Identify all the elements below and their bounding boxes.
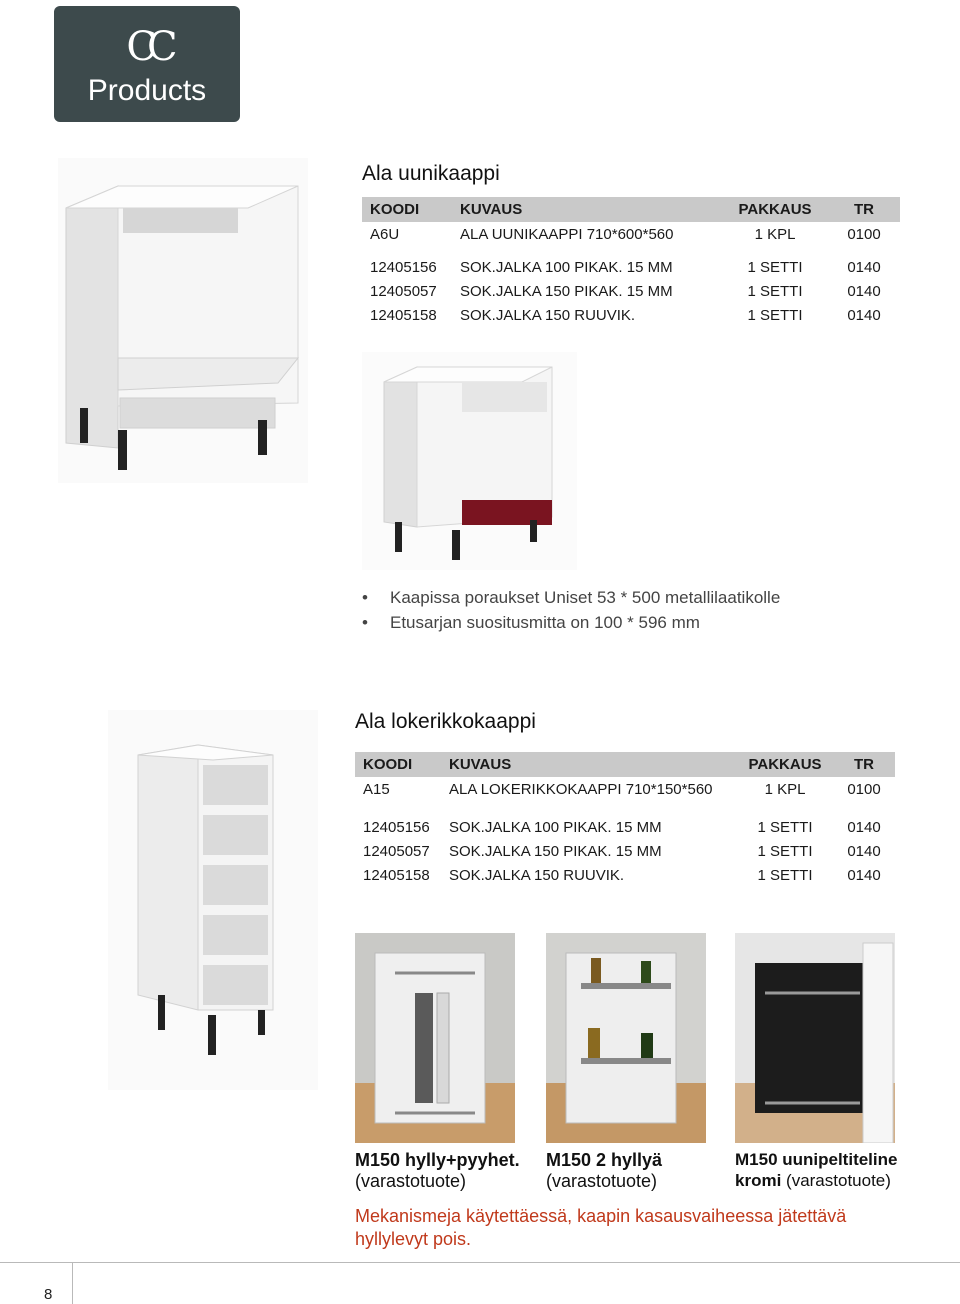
section2-title: Ala lokerikkokaappi bbox=[355, 710, 536, 733]
section2-table bbox=[355, 752, 895, 887]
list-item: • Etusarjan suositusmitta on 100 * 596 mm bbox=[362, 613, 700, 632]
cell-description: SOK.JALKA 100 PIKAK. 15 MM bbox=[449, 818, 662, 836]
table-row bbox=[362, 222, 900, 246]
warning-note: Mekanismeja käytettäessä, kaapin kasausvaiheessa jätettävä hyllylevyt pois. bbox=[355, 1206, 847, 1249]
brand-logo bbox=[54, 6, 240, 122]
cell-tr: 0100 bbox=[847, 225, 881, 243]
cell-tr: 0140 bbox=[847, 306, 881, 324]
table-header-row bbox=[355, 752, 895, 777]
accessory-name: M150 2 hyllyä bbox=[546, 1150, 663, 1170]
accessory-name-line1: M150 uunipeltiteline bbox=[735, 1150, 898, 1169]
cell-code: 12405156 bbox=[363, 818, 430, 836]
cell-code: 12405156 bbox=[370, 258, 437, 276]
header-koodi: KOODI bbox=[355, 752, 441, 777]
table-row bbox=[355, 863, 895, 887]
table-row bbox=[355, 815, 895, 839]
cell-tr: 0100 bbox=[847, 780, 881, 798]
accessory-caption-1 bbox=[355, 1150, 520, 1192]
header-pakkaus: PAKKAUS bbox=[722, 197, 828, 222]
brand-word: Products bbox=[87, 74, 207, 107]
cell-package: 1 KPL bbox=[754, 225, 796, 243]
cell-description: SOK.JALKA 150 RUUVIK. bbox=[449, 866, 625, 884]
table-row bbox=[355, 839, 895, 863]
cell-code: 12405057 bbox=[370, 282, 437, 300]
two-shelf-rack-photo bbox=[546, 933, 706, 1143]
header-kuvaus: KUVAUS bbox=[452, 197, 722, 222]
header-tr: TR bbox=[828, 197, 900, 222]
cell-package: 1 SETTI bbox=[757, 866, 813, 884]
bullet-text: Etusarjan suositusmitta on 100 * 596 mm bbox=[390, 613, 700, 632]
feature-list bbox=[362, 585, 780, 635]
table-row bbox=[362, 255, 900, 279]
cell-tr: 0140 bbox=[847, 818, 881, 836]
oven-cabinet-image bbox=[58, 158, 308, 483]
header-koodi: KOODI bbox=[362, 197, 452, 222]
cell-tr: 0140 bbox=[847, 258, 881, 276]
cell-code: A15 bbox=[363, 780, 390, 798]
table-header-row bbox=[362, 197, 900, 222]
bullet-text: Kaapissa poraukset Uniset 53 * 500 metallilaatikolle bbox=[390, 588, 781, 607]
cell-package: 1 SETTI bbox=[757, 818, 813, 836]
accessory-note: (varastotuote) bbox=[786, 1171, 891, 1190]
accessory-note: (varastotuote) bbox=[355, 1171, 467, 1191]
accessory-name-line2: kromi bbox=[735, 1171, 782, 1190]
accessory-caption-2 bbox=[546, 1150, 662, 1192]
cell-code: A6U bbox=[370, 225, 400, 243]
cell-package: 1 SETTI bbox=[757, 842, 813, 860]
cell-tr: 0140 bbox=[847, 282, 881, 300]
cabinet-drawer-image bbox=[362, 352, 577, 570]
cell-description: ALA LOKERIKKOKAAPPI 710*150*560 bbox=[449, 780, 713, 798]
cell-code: 12405158 bbox=[370, 306, 437, 324]
cell-tr: 0140 bbox=[847, 842, 881, 860]
cell-code: 12405057 bbox=[363, 842, 430, 860]
cell-description: SOK.JALKA 100 PIKAK. 15 MM bbox=[460, 258, 673, 276]
accessory-name: M150 hylly+pyyhet. bbox=[355, 1150, 520, 1170]
header-tr: TR bbox=[833, 752, 895, 777]
cell-tr: 0140 bbox=[847, 866, 881, 884]
header-kuvaus: KUVAUS bbox=[441, 752, 737, 777]
brand-mark: CC bbox=[126, 24, 168, 70]
page-number-box bbox=[0, 1262, 73, 1304]
cell-package: 1 KPL bbox=[764, 780, 806, 798]
cell-code: 12405158 bbox=[363, 866, 430, 884]
cell-description: SOK.JALKA 150 PIKAK. 15 MM bbox=[460, 282, 673, 300]
cell-package: 1 SETTI bbox=[747, 258, 803, 276]
cell-description: ALA UUNIKAAPPI 710*600*560 bbox=[460, 225, 674, 243]
header-pakkaus: PAKKAUS bbox=[737, 752, 833, 777]
cell-package: 1 SETTI bbox=[747, 306, 803, 324]
table-row bbox=[362, 303, 900, 327]
cell-package: 1 SETTI bbox=[747, 282, 803, 300]
cell-description: SOK.JALKA 150 RUUVIK. bbox=[460, 306, 636, 324]
list-item: • Kaapissa poraukset Uniset 53 * 500 metallilaatikolle bbox=[362, 588, 781, 607]
page-number: 8 bbox=[44, 1286, 53, 1303]
table-row bbox=[362, 279, 900, 303]
baking-tray-rack-photo bbox=[735, 933, 895, 1143]
table-row bbox=[355, 777, 895, 801]
section1-title: Ala uunikaappi bbox=[362, 162, 500, 185]
shelf-cabinet-image bbox=[108, 710, 318, 1090]
footer-divider bbox=[0, 1262, 960, 1263]
section1-table bbox=[362, 197, 900, 327]
accessory-caption-3 bbox=[735, 1149, 897, 1191]
accessory-note: (varastotuote) bbox=[546, 1171, 658, 1191]
cell-description: SOK.JALKA 150 PIKAK. 15 MM bbox=[449, 842, 662, 860]
towel-rack-photo bbox=[355, 933, 515, 1143]
